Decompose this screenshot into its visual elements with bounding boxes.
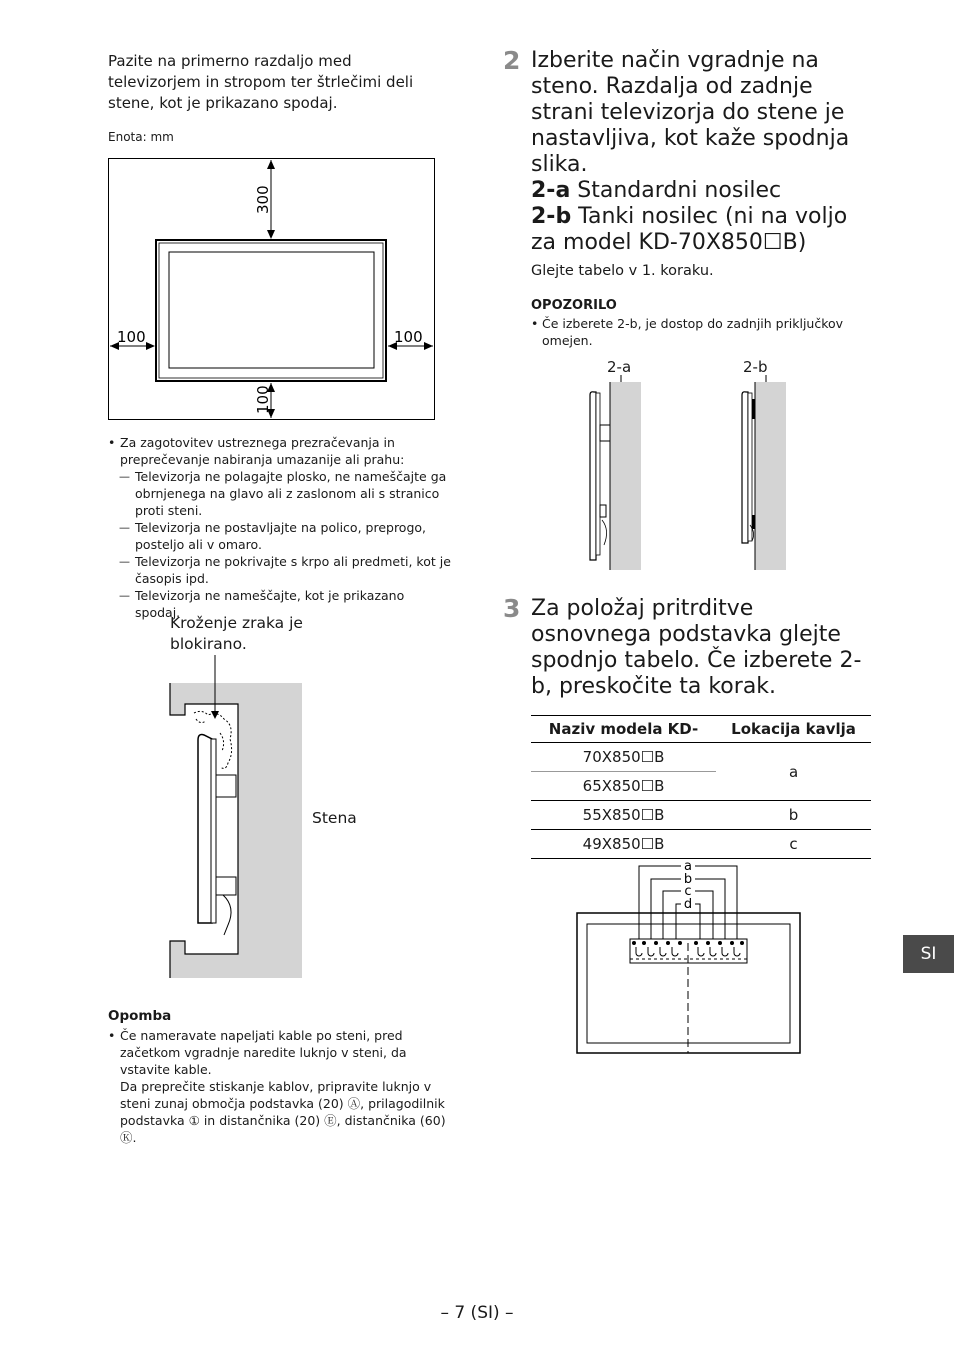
hook-label-c: c: [684, 884, 692, 899]
model-cell: 65X850☐B: [531, 772, 716, 801]
figure-2b-label: 2-b: [743, 358, 768, 376]
unit-label: Enota: mm: [108, 130, 174, 144]
table-row: [531, 743, 871, 772]
hook-label-b: b: [683, 872, 693, 887]
step-3-heading: Za položaj pritrditve osnovnega podstavka glejte spodnjo tabelo. Če izberete 2-b, preskočite ta korak.: [531, 596, 862, 699]
warning-box: [531, 297, 876, 349]
list-item: — Televizorja ne polagajte plosko, ne nameščajte ga obrnjenega na glavo ali z zaslonom ali s stranico proti steni.: [108, 468, 453, 519]
note-section: [108, 1008, 453, 1146]
note-title: Opomba: [108, 1008, 172, 1024]
warning-text: • Če izberete 2-b, je dostop do zadnjih priključkov omejen.: [531, 315, 876, 349]
step-3-number: 3: [503, 594, 521, 623]
bracket-comparison-diagram: [580, 375, 800, 575]
table-row: [531, 801, 871, 830]
hook-label-a: a: [684, 859, 692, 874]
warning-title: OPOZORILO: [531, 298, 617, 313]
clearance-diagram: [100, 150, 445, 430]
list-item: — Televizorja ne postavljajte na polico, preprogo, posteljo ali v omaro.: [108, 519, 453, 553]
dim-bottom: 100: [254, 385, 272, 414]
column-model: Naziv modela KD-: [531, 716, 716, 743]
location-cell: c: [716, 830, 871, 859]
model-cell: 49X850☐B: [531, 830, 716, 859]
language-tab: SI: [903, 935, 954, 973]
step-2-number: 2: [503, 46, 521, 75]
ventilation-intro: • Za zagotovitev ustreznega prezračevanja in preprečevanje nabiranja umazanije ali prahu:: [108, 434, 453, 468]
option-2a: 2-a Standardni nosilec: [531, 178, 782, 203]
option-2b: 2-b Tanki nosilec (ni na voljo za model KD-70X850☐B): [531, 204, 848, 255]
step-2-heading: [531, 48, 876, 256]
see-table-note: Glejte tabelo v 1. koraku.: [531, 263, 714, 279]
dim-top: 300: [254, 185, 272, 214]
air-blocked-label: Kroženje zraka je blokirano.: [170, 614, 303, 653]
page-number: – 7 (SI) –: [440, 1303, 514, 1323]
location-cell: b: [716, 801, 871, 830]
intro-paragraph: Pazite na primerno razdaljo med televizorjem in stropom ter štrlečimi deli stene, kot je prikazano spodaj.: [108, 52, 414, 112]
hook-location-table: [531, 715, 871, 859]
list-item: — Televizorja ne nameščajte, kot je prikazano spodaj.: [108, 587, 453, 621]
wall-label: Stena: [312, 809, 357, 827]
list-item: — Televizorja ne pokrivajte s krpo ali predmeti, kot je časopis ipd.: [108, 553, 453, 587]
dim-right: 100: [394, 328, 423, 346]
dim-left: 100: [117, 328, 146, 346]
hook-position-diagram: [570, 855, 810, 1060]
location-cell: a: [716, 743, 871, 801]
hook-label-d: d: [683, 897, 693, 912]
column-location: Lokacija kavlja: [716, 716, 871, 743]
model-cell: 70X850☐B: [531, 743, 716, 772]
figure-2a-label: 2-a: [607, 358, 632, 376]
note-text: • Če nameravate napeljati kable po steni, pred začetkom vgradnje naredite luknjo v steni, da vstavite kable. Da preprečite stiskanje kablov, pripravite luknjo v steni zunaj območja podstavka (20) Ⓐ, prilagodilnik podstavka ① in distančnika (20) Ⓔ, distančnika (60) Ⓚ.: [108, 1027, 453, 1146]
step-2-text: Izberite način vgradnje na steno. Razdalja od zadnje strani televizorja do stene je nastavljiva, kot kaže spodnja slika.: [531, 48, 850, 177]
ventilation-list: [108, 434, 453, 621]
wall-niche-diagram: [168, 655, 308, 985]
model-cell: 55X850☐B: [531, 801, 716, 830]
